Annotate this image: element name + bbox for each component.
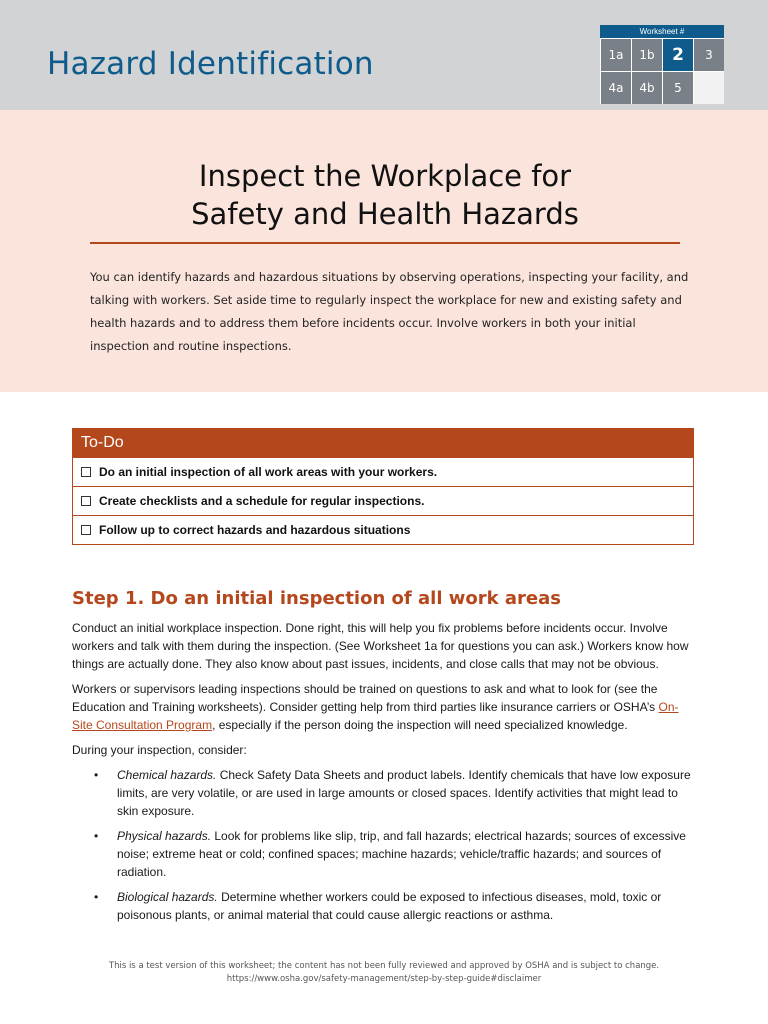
todo-item[interactable] (73, 457, 693, 486)
worksheet-empty-cell (694, 72, 724, 104)
worksheet-link-3[interactable]: 3 (694, 39, 724, 71)
page-heading (90, 157, 680, 233)
paragraph-text: , especially if the person doing the inspection will need specialized knowledge. (212, 718, 628, 732)
todo-title: To-Do (73, 429, 693, 457)
worksheet-link-1a[interactable]: 1a (601, 39, 631, 71)
todo-item-label: Do an initial inspection of all work areas with your workers. (99, 465, 438, 479)
onsite-consultation-link[interactable]: On-Site Consultation Program (72, 700, 679, 732)
checkbox-icon[interactable] (81, 467, 91, 477)
footer-disclaimer: This is a test version of this worksheet; the content has not been fully reviewed and approved by OSHA and is subject to change. (108, 961, 660, 971)
footer (0, 960, 768, 986)
checkbox-icon[interactable] (81, 525, 91, 535)
todo-item-label: Create checklists and a schedule for regular inspections. (99, 494, 425, 508)
step-1-paragraph-3: During your inspection, consider: (72, 743, 247, 757)
todo-item[interactable] (73, 486, 693, 515)
todo-item-label: Follow up to correct hazards and hazardous situations (99, 523, 411, 537)
section-title: Hazard Identification (47, 46, 374, 82)
worksheet-link-5[interactable]: 5 (663, 72, 693, 104)
todo-item[interactable] (73, 515, 693, 544)
worksheet-link-4b[interactable]: 4b (632, 72, 662, 104)
hazard-description: Check Safety Data Sheets and product labels. Identify chemicals that have low exposure limits, are very volatile, or are used in large amounts or closed spaces. Identify activities that might lead to skin exposure. (117, 768, 691, 818)
step-1-paragraph-1: Conduct an initial workplace inspection. Done right, this will help you fix problems before incidents occur. Involve workers and talk with them during the inspection. (See Worksheet 1a for questions you can ask.) Workers know how things are actually done. They also know about past issues, incidents, and close calls that may not be obvious. (72, 621, 689, 671)
hazard-term: Chemical hazards. (117, 768, 217, 782)
intro-paragraph: You can identify hazards and hazardous situations by observing operations, inspecting your facility, and talking with workers. Set aside time to regularly inspect the workplace for new and existing safety and health hazards and to address them before incidents occur. Involve workers in both your initial inspection and routine inspections. (90, 270, 689, 353)
page-heading-line-1: Inspect the Workplace for (198, 159, 572, 193)
hazard-description: Look for problems like slip, trip, and fall hazards; electrical hazards; sources of excessive noise; extreme heat or cold; confined spaces; machine hazards; vehicle/traffic hazards; and sources of radiation. (117, 829, 686, 879)
hazard-term: Physical hazards. (117, 829, 212, 843)
worksheet-link-4a[interactable]: 4a (601, 72, 631, 104)
checkbox-icon[interactable] (81, 496, 91, 506)
todo-box (72, 428, 694, 545)
hazard-term: Biological hazards. (117, 890, 218, 904)
hazard-list (72, 766, 696, 924)
list-item (72, 827, 696, 881)
hazard-description: Determine whether workers could be exposed to infectious diseases, mold, toxic or poisonous plants, or animal material that could cause allergic reactions or asthma. (117, 890, 662, 922)
step-1-heading: Step 1. Do an initial inspection of all work areas (72, 588, 561, 609)
worksheet-link-1b[interactable]: 1b (632, 39, 662, 71)
step-1-body (72, 619, 696, 931)
page-heading-line-2: Safety and Health Hazards (191, 197, 579, 231)
worksheet-current-2: 2 (663, 39, 693, 71)
list-item (72, 888, 696, 924)
list-item (72, 766, 696, 820)
heading-divider (90, 242, 680, 244)
step-1-paragraph-2 (72, 680, 696, 734)
paragraph-text: Workers or supervisors leading inspections should be trained on questions to ask and what to look for (see the Education and Training worksheets). Consider getting help from third parties like insurance carriers or OSHA’s (72, 682, 659, 714)
footer-url[interactable]: https://www.osha.gov/safety-management/step-by-step-guide#disclaimer (226, 974, 542, 984)
worksheet-nav (600, 25, 724, 104)
worksheet-nav-label: Worksheet # (600, 25, 724, 38)
